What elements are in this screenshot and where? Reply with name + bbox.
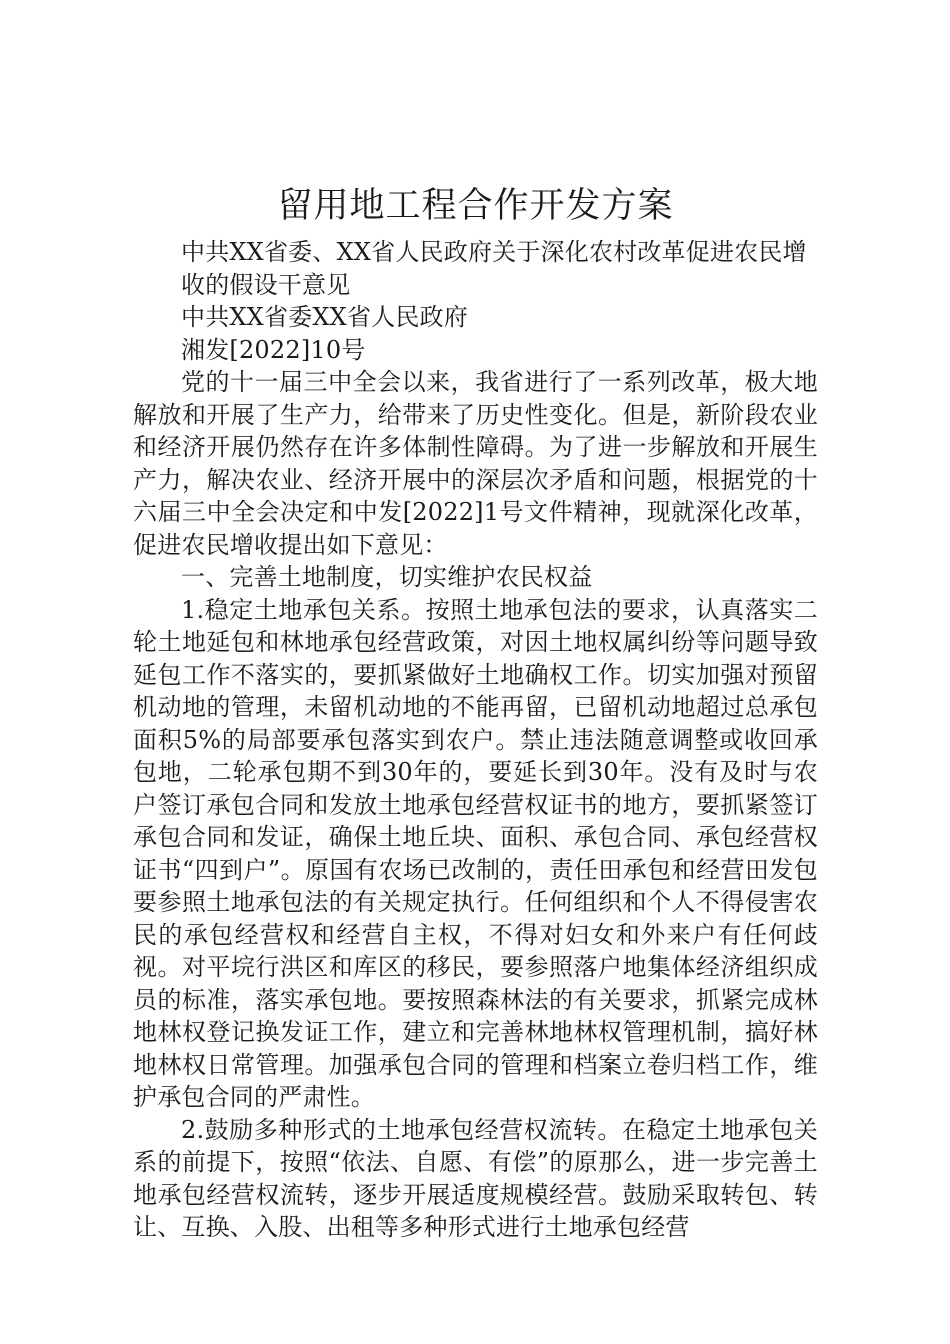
document-title: 留用地工程合作开发方案 bbox=[277, 186, 674, 226]
document-number: 湘发[2022]10号 bbox=[181, 335, 366, 364]
document-subtitle: 中共XX省委、XX省人民政府关于深化农村改革促进农民增收的假设干意见 bbox=[181, 238, 807, 299]
paragraph-stabilize-contract: 1.稳定土地承包关系。按照土地承包法的要求，认真落实二轮土地延包和林地承包经营政策，对因土地权属纠纷等问题导致延包工作不落实的，要抓紧做好土地确权工作。切实加强对预留机动地的管理，未留机动地的不能再留，已留机动地超过总承包面积5%的局部要承包落实到农户。禁止违法随意调整或收回承包地，二轮承包期不到30年的，要延长到30年。没有及时与农户签订承包合同和发放土地承包经营权证书的地方，要抓紧签订承包合同和发证，确保土地丘块、面积、承包合同、承包经营权证书“四到户”。原国有农场已改制的，责任田承包和经营田发包要参照土地承包法的有关规定执行。任何组织和个人不得侵害农民的承包经营权和经营自主权，不得对妇女和外来户有任何歧视。对平垸行洪区和库区的移民，要参照落户地集体经济组织成员的标准，落实承包地。要按照森林法的有关要求，抓紧完成林地林权登记换发证工作，建立和完善林地林权管理机制，搞好林地林权日常管理。加强承包合同的管理和档案立卷归档工作，维护承包合同的严肃性。 bbox=[133, 595, 818, 1111]
paragraph-intro: 党的十一届三中全会以来，我省进行了一系列改革，极大地解放和开展了生产力，给带来了历史性变化。但是，新阶段农业和经济开展仍然存在许多体制性障碍。为了进一步解放和开展生产力，解决农业、经济开展中的深层次矛盾和问题，根据党的十六届三中全会决定和中发[2022]1号文件精神，现就深化改革，促进农民增收提出如下意见： bbox=[133, 368, 818, 559]
section-heading-land-system: 一、完善土地制度，切实维护农民权益 bbox=[181, 563, 593, 591]
document-page bbox=[133, 180, 818, 1244]
paragraph-land-transfer: 2.鼓励多种形式的土地承包经营权流转。在稳定土地承包关系的前提下，按照“依法、自愿、有偿”的原那么，进一步完善土地承包经营权流转，逐步开展适度规模经营。鼓励采取转包、转让、互换、入股、出租等多种形式进行土地承包经营 bbox=[133, 1115, 818, 1241]
document-issuer: 中共XX省委XX省人民政府 bbox=[181, 303, 468, 331]
